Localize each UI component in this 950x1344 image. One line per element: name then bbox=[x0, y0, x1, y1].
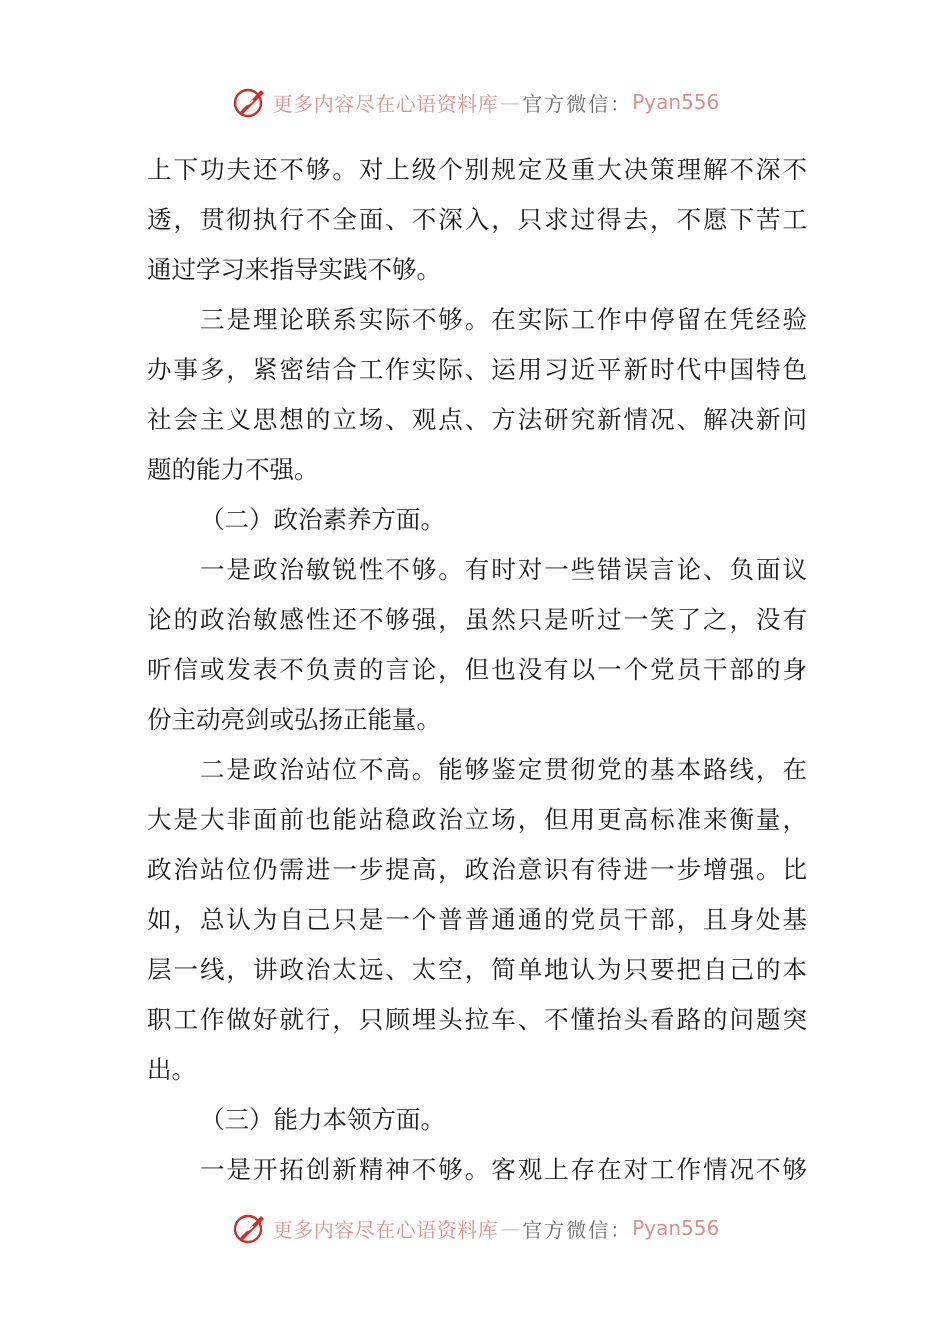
document-body bbox=[147, 145, 807, 1195]
text-line: 如，总认为自己只是一个普普通通的党员干部，且身处基 bbox=[147, 905, 807, 934]
text-line: 社会主义思想的立场、观点、方法研究新情况、解决新问 bbox=[147, 405, 807, 434]
text-line: 层一线，讲政治太远、太空，简单地认为只要把自己的本 bbox=[147, 955, 807, 984]
text-line: 上下功夫还不够。对上级个别规定及重大决策理解不深不 bbox=[147, 155, 807, 184]
text-line: 一是开拓创新精神不够。客观上存在对工作情况不够 bbox=[200, 1155, 807, 1184]
text-line: 二是政治站位不高。能够鉴定贯彻党的基本路线，在 bbox=[200, 755, 807, 784]
watermark-dash: — bbox=[500, 1216, 521, 1240]
text-line: 透，贯彻执行不全面、不深入，只求过得去，不愿下苦工 bbox=[147, 205, 807, 234]
watermark-code: Pyan556 bbox=[632, 90, 720, 114]
pen-logo-icon bbox=[231, 84, 267, 120]
section-heading: （二）政治素养方面。 bbox=[200, 505, 445, 534]
text-line: 政治站位仍需进一步提高，政治意识有待进一步增强。比 bbox=[147, 855, 807, 884]
text-line: 职工作做好就行，只顾埋头拉车、不懂抬头看路的问题突 bbox=[147, 1005, 807, 1034]
watermark-dash: — bbox=[500, 90, 521, 114]
text-line: 办事多，紧密结合工作实际、运用习近平新时代中国特色 bbox=[147, 355, 807, 384]
watermark-main-text: 更多内容尽在心语资料库 bbox=[272, 91, 499, 116]
text-line: 大是大非面前也能站稳政治立场，但用更高标准来衡量， bbox=[147, 805, 807, 834]
text-line: 份主动亮剑或弘扬正能量。 bbox=[147, 705, 441, 734]
watermark-banner-top bbox=[0, 80, 950, 124]
watermark-banner-bottom bbox=[0, 1206, 950, 1250]
text-line: 论的政治敏感性还不够强，虽然只是听过一笑了之，没有 bbox=[147, 605, 807, 634]
text-line: 通过学习来指导实践不够。 bbox=[147, 255, 441, 284]
text-line: 听信或发表不负责的言论，但也没有以一个党员干部的身 bbox=[147, 655, 807, 684]
pen-logo-icon bbox=[231, 1210, 267, 1246]
text-line: 出。 bbox=[147, 1055, 196, 1084]
text-line: 一是政治敏锐性不够。有时对一些错误言论、负面议 bbox=[200, 555, 807, 584]
watermark-sub-text: 官方微信： bbox=[522, 91, 633, 116]
section-heading: （三）能力本领方面。 bbox=[200, 1105, 445, 1134]
watermark-sub-text: 官方微信： bbox=[522, 1217, 633, 1242]
watermark-main-text: 更多内容尽在心语资料库 bbox=[272, 1217, 499, 1242]
text-line: 题的能力不强。 bbox=[147, 455, 319, 484]
text-line: 三是理论联系实际不够。在实际工作中停留在凭经验 bbox=[200, 305, 807, 334]
watermark-code: Pyan556 bbox=[632, 1216, 720, 1240]
